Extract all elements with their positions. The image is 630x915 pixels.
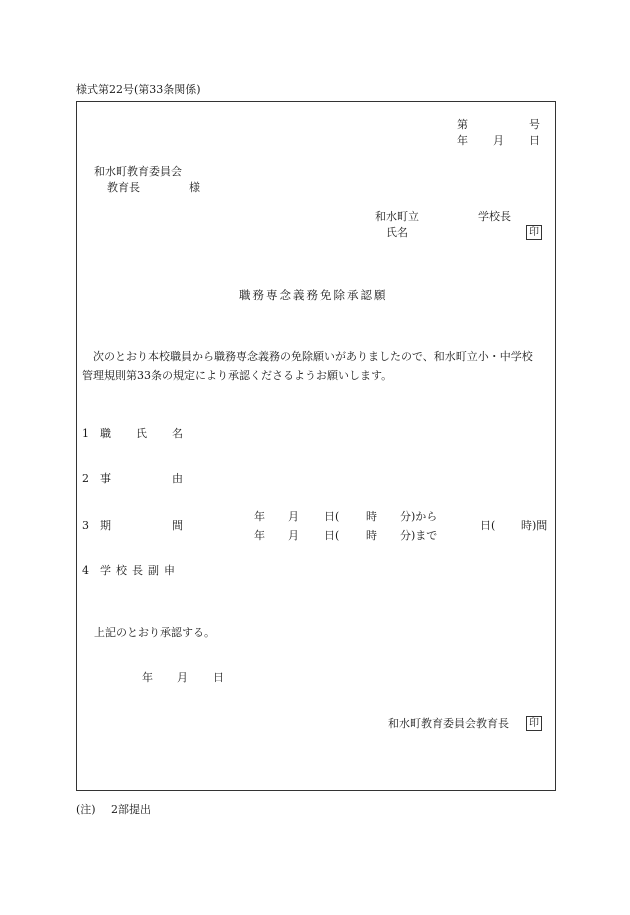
period-from-hour: 時 [366, 510, 377, 523]
sender-principal: 学校長 [478, 210, 511, 223]
item-3-char-3: 間 [172, 519, 183, 532]
period-total-day: 日( [480, 519, 496, 532]
addressee-title: 教育長 [107, 181, 140, 194]
period-to-year: 年 [254, 529, 265, 542]
sender-seal: 印 [526, 225, 542, 240]
period-from-day: 日( [324, 510, 340, 523]
note-label: (注) [76, 803, 96, 816]
item-1-number: 1 [82, 427, 89, 440]
date-month: 月 [493, 134, 504, 147]
addressee-sama: 様 [189, 181, 200, 194]
item-2-char-1: 事 [100, 472, 111, 485]
sender-school: 和水町立 [375, 210, 419, 223]
item-3-char-1: 期 [100, 519, 111, 532]
period-from-year: 年 [254, 510, 265, 523]
approval-text: 上記のとおり承認する。 [94, 626, 215, 639]
period-to-day: 日( [324, 529, 340, 542]
period-to-hour: 時 [366, 529, 377, 542]
item-1-char-3: 名 [172, 427, 183, 440]
period-from-month: 月 [288, 510, 299, 523]
period-to-min: 分)まで [400, 529, 438, 542]
item-2-char-3: 由 [172, 472, 183, 485]
form-label: 様式第22号(第33条関係) [76, 83, 201, 96]
period-total-hour: 時)間 [521, 519, 548, 532]
approval-date-month: 月 [177, 671, 188, 684]
request-body: 次のとおり本校職員から職務専念義務の免除願いがありましたので、和水町立小・中学校管理規則第33条の規定により承認くださるようお願いします。 [82, 350, 533, 382]
item-1-char-2: 氏 [136, 427, 147, 440]
document-title: 職務専念義務免除承認願 [239, 288, 388, 302]
approver-seal: 印 [526, 716, 542, 731]
form-frame [76, 101, 556, 791]
item-4-number: 4 [82, 564, 89, 577]
doc-no-go: 号 [529, 118, 540, 131]
item-4-label: 学校長副申 [100, 564, 180, 577]
addressee-org: 和水町教育委員会 [94, 165, 182, 178]
item-1-char-1: 職 [100, 427, 111, 440]
date-day: 日 [529, 134, 540, 147]
period-from-min: 分)から [400, 510, 438, 523]
doc-no-dai: 第 [457, 118, 468, 131]
date-year: 年 [457, 134, 468, 147]
sender-name-label: 氏名 [386, 226, 408, 239]
item-2-number: 2 [82, 472, 89, 485]
period-to-month: 月 [288, 529, 299, 542]
approval-date-year: 年 [142, 671, 153, 684]
approver-name: 和水町教育委員会教育長 [388, 717, 509, 730]
item-3-number: 3 [82, 519, 89, 532]
approval-date-day: 日 [213, 671, 224, 684]
note-text: 2部提出 [111, 803, 151, 816]
